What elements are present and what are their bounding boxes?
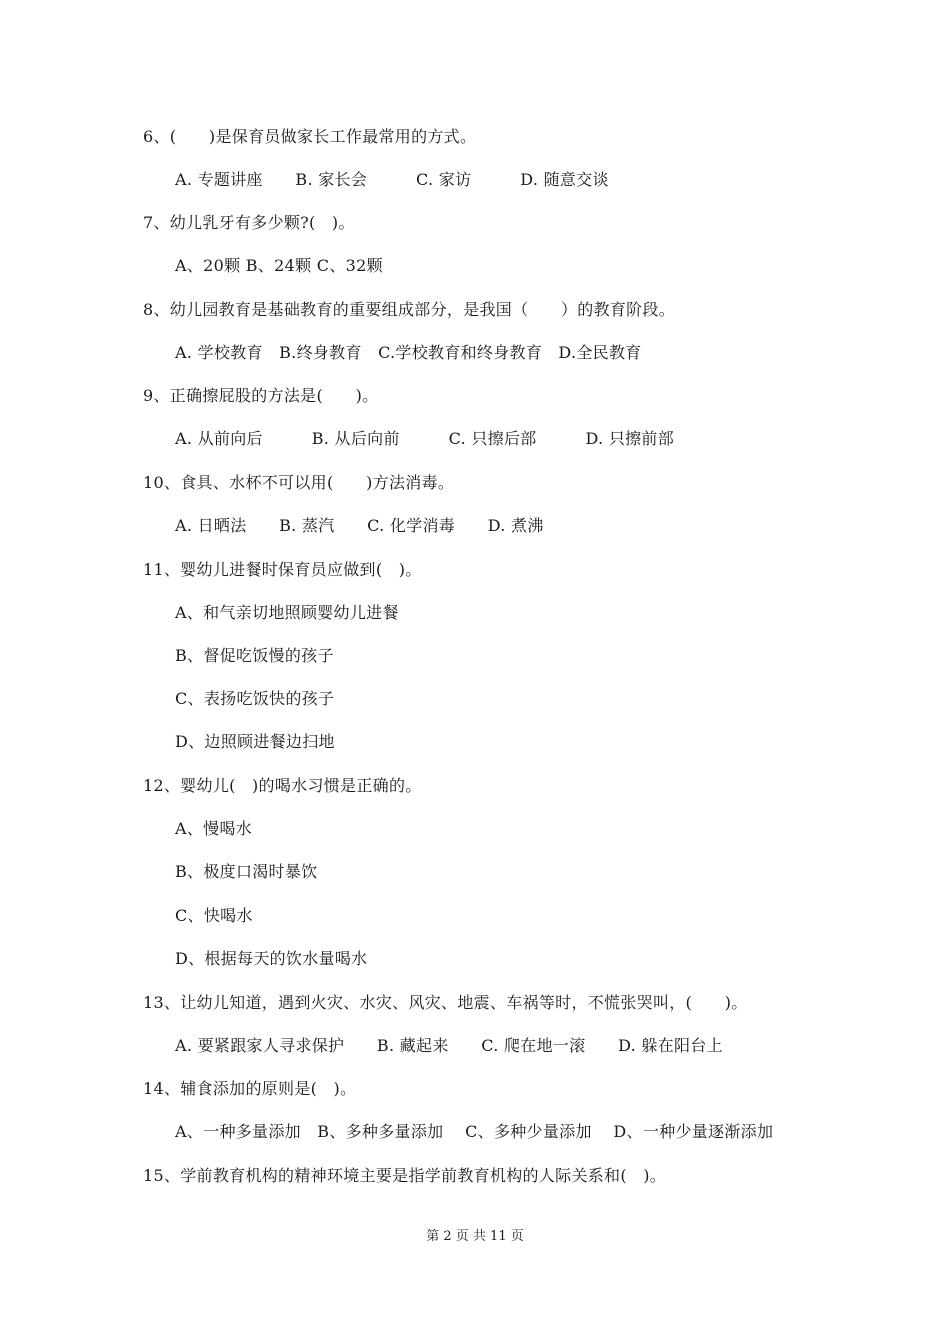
question-7-stem: 7、幼儿乳牙有多少颗?( )。 [143, 213, 355, 232]
question-10-options: A. 日晒法 B. 蒸汽 C. 化学消毒 D. 煮沸 [175, 516, 544, 535]
question-12-option-d: D、根据每天的饮水量喝水 [175, 949, 368, 968]
question-14-stem: 14、辅食添加的原则是( )。 [143, 1079, 357, 1098]
question-11-option-c: C、表扬吃饭快的孩子 [175, 689, 335, 708]
question-13-options: A. 要紧跟家人寻求保护 B. 藏起来 C. 爬在地一滚 D. 躲在阳台上 [175, 1036, 723, 1055]
question-12-stem: 12、婴幼儿( )的喝水习惯是正确的。 [143, 776, 422, 795]
question-9-options: A. 从前向后 B. 从后向前 C. 只擦后部 D. 只擦前部 [175, 429, 675, 448]
question-14-options: A、一种多量添加 B、多种多量添加 C、多种少量添加 D、一种少量逐渐添加 [175, 1122, 774, 1141]
question-8-stem: 8、幼儿园教育是基础教育的重要组成部分，是我国（ ）的教育阶段。 [143, 300, 676, 319]
question-11-option-b: B、督促吃饭慢的孩子 [175, 646, 334, 665]
question-12-option-b: B、极度口渴时暴饮 [175, 862, 318, 881]
question-8-options: A. 学校教育 B.终身教育 C.学校教育和终身教育 D.全民教育 [175, 343, 642, 362]
question-6-options: A. 专题讲座 B. 家长会 C. 家访 D. 随意交谈 [175, 170, 609, 189]
question-6-stem: 6、( )是保育员做家长工作最常用的方式。 [143, 127, 477, 146]
question-15-stem: 15、学前教育机构的精神环境主要是指学前教育机构的人际关系和( )。 [143, 1166, 667, 1185]
question-10-stem: 10、食具、水杯不可以用( )方法消毒。 [143, 473, 455, 492]
question-11-stem: 11、婴幼儿进餐时保育员应做到( )。 [143, 560, 422, 579]
page-number-footer: 第 2 页 共 11 页 [426, 1229, 524, 1244]
question-11-option-a: A、和气亲切地照顾婴幼儿进餐 [175, 603, 399, 622]
question-12-option-c: C、快喝水 [175, 906, 253, 925]
question-9-stem: 9、正确擦屁股的方法是( )。 [143, 386, 379, 405]
question-11-option-d: D、边照顾进餐边扫地 [175, 732, 335, 751]
question-12-option-a: A、慢喝水 [175, 819, 253, 838]
question-13-stem: 13、让幼儿知道，遇到火灾、水灾、风灾、地震、车祸等时，不慌张哭叫，( )。 [143, 993, 748, 1012]
question-7-options: A、20颗 B、24颗 C、32颗 [175, 256, 383, 275]
